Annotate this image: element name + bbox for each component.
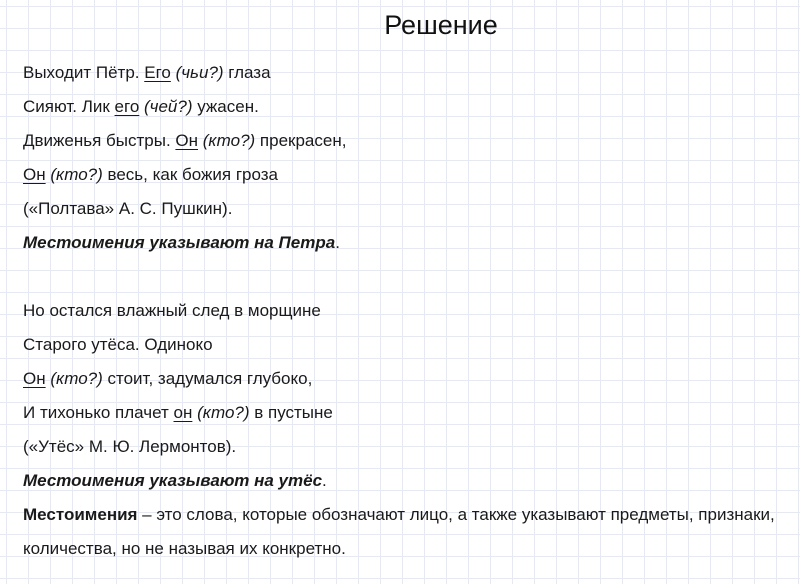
question: (кто?)	[197, 403, 250, 422]
pronoun: Его	[144, 63, 171, 82]
question: (кто?)	[50, 165, 103, 184]
question: (чей?)	[144, 97, 193, 116]
pronoun: его	[114, 97, 140, 116]
poem-source: («Полтава» А. С. Пушкин).	[23, 199, 233, 218]
poem-line-4	[23, 158, 783, 192]
conclusion-text: Местоимения указывают на утёс	[23, 471, 323, 490]
text-fragment: глаза	[223, 63, 271, 82]
poem-line-3	[23, 124, 783, 158]
poem-line-1	[23, 56, 783, 90]
poem-line-2: Старого утёса. Одиноко	[23, 335, 213, 354]
poem-source: («Утёс» М. Ю. Лермонтов).	[23, 437, 237, 456]
conclusion-period: .	[322, 471, 327, 490]
definition-text: – это слова, которые обозначают лицо, а также указывают предметы, признаки, количества, но не называя их конкретно.	[23, 505, 775, 558]
pronoun: Он	[23, 165, 46, 184]
page-title: Решение	[384, 10, 498, 40]
pronoun: он	[173, 403, 193, 422]
conclusion	[23, 464, 783, 498]
pronoun: Он	[175, 131, 199, 150]
text-fragment: Сияют. Лик	[23, 97, 115, 116]
text-fragment: Движенья быстры.	[23, 131, 176, 150]
pronoun: Он	[23, 369, 46, 388]
text-fragment: ужасен.	[192, 97, 259, 116]
text-fragment: стоит, задумался глубоко,	[102, 369, 313, 388]
poem-line-2	[23, 90, 783, 124]
excerpt-poltava	[23, 56, 783, 260]
question: (чьи?)	[175, 63, 224, 82]
poem-line-1: Но остался влажный след в морщине	[23, 301, 321, 320]
definition	[23, 498, 793, 566]
poem-line-4	[23, 396, 783, 430]
text-fragment: Выходит Пётр.	[23, 63, 145, 82]
conclusion-period: .	[335, 233, 340, 252]
question: (кто?)	[202, 131, 256, 150]
definition-term: Местоимения	[23, 505, 138, 524]
excerpt-utes	[23, 294, 783, 498]
question: (кто?)	[50, 369, 103, 388]
text-fragment: весь, как божия гроза	[102, 165, 278, 184]
text-fragment: в пустыне	[249, 403, 333, 422]
poem-line-3	[23, 362, 783, 396]
conclusion	[23, 226, 783, 260]
text-fragment: прекрасен,	[255, 131, 347, 150]
text-fragment: И тихонько плачет	[23, 403, 174, 422]
conclusion-text: Местоимения указывают на Петра	[23, 233, 336, 252]
